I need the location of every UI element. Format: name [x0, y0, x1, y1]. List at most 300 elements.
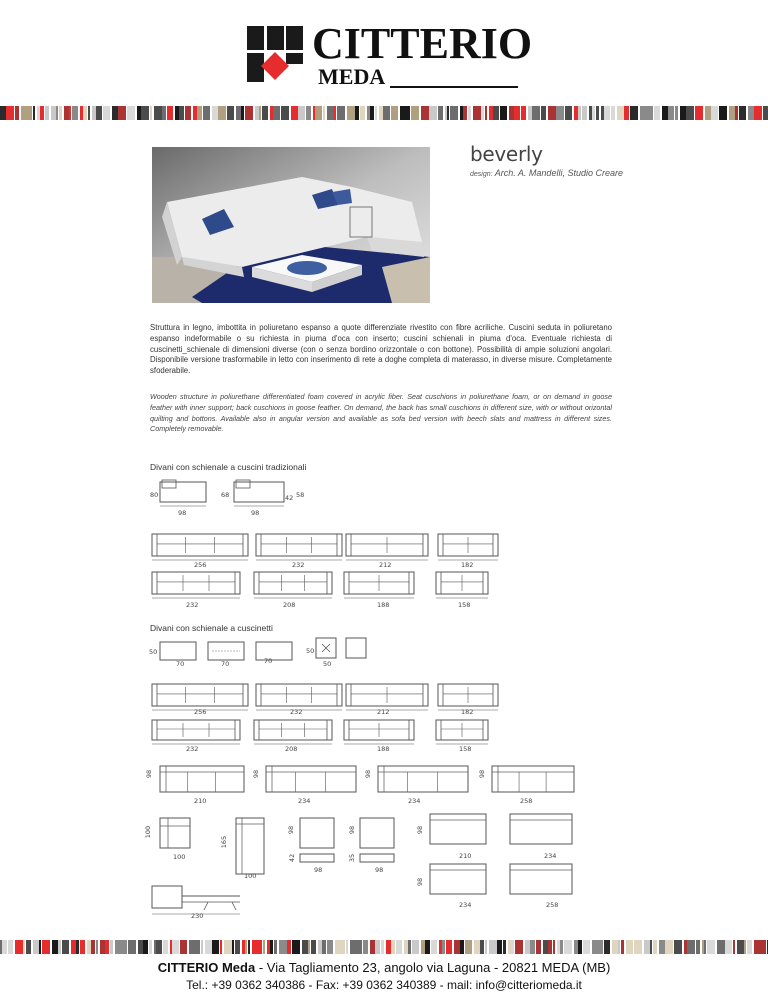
stripe-segment [412, 940, 419, 954]
stripe-segment [515, 940, 523, 954]
stripe-segment [604, 106, 610, 120]
stripe-segment [704, 940, 706, 954]
stripe-segment [445, 106, 447, 120]
stripe-segment [644, 940, 650, 954]
stripe-segment [592, 940, 600, 954]
dim-label: 165 [220, 835, 229, 849]
dim-label: 50 [306, 647, 315, 655]
stripe-segment [72, 106, 78, 120]
designer-name: Arch. A. Mandelli, Studio Creare [494, 168, 623, 178]
stripe-segment [308, 940, 310, 954]
stripe-segment [346, 940, 348, 954]
stripe-segment [480, 940, 484, 954]
stripe-segment [241, 106, 244, 120]
section-title-cushions: Divani con schienale a cuscinetti [150, 623, 273, 633]
stripe-segment [232, 940, 234, 954]
dim-label: 98 [348, 825, 357, 835]
stripe-segment [201, 940, 203, 954]
stripe-segment [360, 106, 365, 120]
stripe-segment [110, 940, 113, 954]
stripe-segment [404, 940, 408, 954]
stripe-segment [150, 106, 152, 120]
stripe-segment [80, 106, 83, 120]
dim-label: 50 [323, 660, 332, 668]
stripe-segment [511, 940, 514, 954]
stripe-segment [33, 940, 39, 954]
dim-label: 98 [252, 769, 261, 779]
dim-label: 42 [288, 853, 297, 863]
stripe-segment [404, 106, 410, 120]
stripe-segment [363, 940, 368, 954]
corner-piece-drawing [160, 818, 190, 848]
corner-sofa-drawing [378, 766, 468, 792]
stripe-segment [744, 940, 746, 954]
dim-label: 188 [377, 745, 390, 753]
stripe-segment [167, 106, 173, 120]
stripe-segment [322, 940, 326, 954]
stripe-segment [574, 940, 578, 954]
stripe-segment [421, 940, 425, 954]
brand-rule [390, 86, 518, 88]
stripe-segment [654, 106, 660, 120]
stripe-segment [548, 940, 552, 954]
stripe-segment [51, 106, 56, 120]
dim-label: 98 [416, 825, 425, 835]
stripe-segment [431, 940, 437, 954]
section-title-traditional: Divani con schienale a cuscini tradizionali [150, 462, 307, 472]
stripe-segment [267, 940, 270, 954]
stripe-segment [553, 940, 555, 954]
stripe-segment [40, 106, 44, 120]
stripe-segment [375, 940, 380, 954]
stripe-segment [335, 940, 342, 954]
product-title: beverly [470, 142, 543, 166]
sofa-cushion-drawings [148, 680, 508, 760]
corner-sofa-drawing [160, 766, 244, 792]
description-italian: Struttura in legno, imbottita in poliuretano espanso a quote differenziate rivestito con fibre acriliche. Cuscini seduta in poliuretano espanso indeformabile o su richiesta in piuma d'oca con inserto; cuscini schienali in piuma d'oca. Eventuale richiesta di cuscinetti_schienale di dimensioni diverse (con o senza bordino orizzontale o con bottone). Possibilità di ampie soluzioni angolari. Disponibile versione trasformabile in letto con inserimento di rete a doghe completa di materasso, in diverse misure. Completamente sfoderabile. [150, 323, 612, 376]
stripe-segment [737, 940, 744, 954]
stripe-segment [460, 940, 464, 954]
dim-label: 98 [314, 866, 323, 874]
stripe-segment [103, 106, 110, 120]
stripe-segment [15, 940, 23, 954]
dim-label: 68 [221, 491, 230, 499]
stripe-segment [118, 106, 126, 120]
stripe-segment [26, 940, 31, 954]
stripe-segment [112, 106, 118, 120]
stripe-segment [270, 940, 273, 954]
stripe-segment [629, 940, 633, 954]
stripe-segment [141, 106, 149, 120]
stripe-segment [224, 940, 232, 954]
stripe-segment [313, 106, 315, 120]
pouf-side-drawing [360, 854, 394, 862]
stripe-segment [668, 106, 674, 120]
stripe-segment [634, 940, 642, 954]
stripe-segment [96, 106, 102, 120]
stripe-segment [327, 940, 333, 954]
sofa-drawing [256, 534, 342, 560]
stripe-segment [465, 940, 472, 954]
dim-label: 230 [191, 912, 204, 920]
stripe-segment [100, 940, 105, 954]
dim-label: 212 [377, 708, 390, 716]
stripe-segment [396, 940, 402, 954]
sofa-drawing [152, 534, 248, 560]
footer-address-text: - Via Tagliamento 23, angolo via Laguna - 20821 MEDA (MB) [255, 960, 611, 975]
stripe-segment [298, 106, 305, 120]
dim-label: 208 [285, 745, 298, 753]
stripe-segment [58, 940, 61, 954]
footer-contacts: Tel.: +39 0362 340386 - Fax: +39 0362 340389 - mail: info@citteriomeda.it [186, 978, 582, 992]
stripe-segment [248, 940, 250, 954]
footer-company: CITTERIO Meda [157, 960, 256, 975]
stripe-segment [525, 940, 530, 954]
stripe-segment [489, 106, 493, 120]
stripe-segment [548, 106, 556, 120]
stripe-segment [509, 106, 514, 120]
stripe-segment [71, 940, 76, 954]
stripe-segment [254, 940, 262, 954]
stripe-segment [279, 940, 287, 954]
stripe-segment [69, 106, 71, 120]
dim-label: 212 [379, 561, 392, 569]
stripe-segment [127, 106, 135, 120]
stripe-segment [193, 106, 197, 120]
stripe-segment [281, 106, 289, 120]
stripe-segment [203, 106, 210, 120]
stripe-segment [536, 940, 541, 954]
dim-label: 232 [186, 601, 199, 609]
stripe-segment [347, 106, 355, 120]
stripe-segment [15, 106, 19, 120]
dim-label: 98 [364, 769, 373, 779]
stripe-segment [8, 940, 13, 954]
stripe-segment [468, 106, 471, 120]
stripe-segment [481, 106, 484, 120]
stripe-segment [37, 106, 40, 120]
dim-label: 234 [298, 797, 311, 805]
stripe-segment [302, 940, 308, 954]
stripe-segment [674, 940, 682, 954]
stripe-segment [425, 940, 430, 954]
stripe-segment [197, 106, 202, 120]
sofa-drawing [152, 572, 240, 598]
stripe-segment [725, 940, 732, 954]
stripe-segment [91, 940, 95, 954]
chaise-piece-drawing [236, 818, 264, 874]
stripe-segment [138, 940, 143, 954]
sofa-drawing [152, 684, 248, 710]
stripe-segment [493, 106, 499, 120]
stripe-segment [334, 106, 336, 120]
stripe-segment [274, 940, 277, 954]
dim-label: 208 [283, 601, 296, 609]
stripe-segment [370, 106, 374, 120]
stripe-segment [92, 106, 96, 120]
stripe-segment [530, 940, 535, 954]
dim-label: 210 [459, 852, 472, 860]
stripe-segment [172, 940, 179, 954]
stripe-segment [56, 106, 58, 120]
stripe-segment [192, 940, 200, 954]
stripe-segment [64, 106, 69, 120]
stripe-segment [311, 940, 316, 954]
stripe-segment [59, 106, 62, 120]
sofa-drawing [256, 684, 342, 710]
stripe-segment [315, 106, 322, 120]
stripe-segment [128, 940, 136, 954]
stripe-segment [327, 106, 334, 120]
stripe-segment [42, 940, 50, 954]
stripe-segment [684, 940, 687, 954]
stripe-segment [149, 940, 152, 954]
stripe-segment [739, 106, 746, 120]
stripe-segment [596, 106, 599, 120]
stripe-segment [220, 940, 222, 954]
stripe-segment [154, 106, 162, 120]
stripe-segment [578, 940, 582, 954]
sofa-drawing [152, 720, 240, 744]
stripe-segment [367, 106, 370, 120]
stripe-segment [306, 106, 311, 120]
stripe-segment [291, 106, 298, 120]
stripe-segment [212, 106, 218, 120]
stripe-segment [521, 106, 526, 120]
sofa-drawing [438, 684, 498, 710]
pouf-piece-drawing [300, 818, 334, 848]
stripe-segment [754, 940, 760, 954]
stripe-segment [589, 106, 592, 120]
stripe-segment [429, 106, 437, 120]
stripe-segment [179, 106, 184, 120]
top-decorative-stripe [0, 106, 768, 120]
stripe-segment [583, 940, 590, 954]
dim-label: 58 [296, 491, 305, 499]
dim-label: 256 [194, 561, 207, 569]
stripe-segment [711, 106, 718, 120]
dim-label: 98 [251, 509, 260, 517]
stripe-segment [675, 106, 678, 120]
designer-line [470, 168, 623, 178]
stripe-segment [592, 106, 595, 120]
stripe-segment [621, 940, 624, 954]
stripe-segment [80, 940, 85, 954]
stripe-segment [21, 106, 29, 120]
stripe-segment [245, 940, 247, 954]
stripe-segment [650, 940, 652, 954]
stripe-segment [528, 106, 532, 120]
stripe-segment [23, 940, 25, 954]
dim-label: 100 [173, 853, 186, 861]
stripe-segment [500, 106, 507, 120]
dim-label: 232 [290, 708, 303, 716]
dim-label: 70 [221, 660, 230, 668]
stripe-segment [442, 940, 445, 954]
stripe-segment [450, 106, 458, 120]
sofa-drawing [436, 572, 488, 598]
stripe-segment [375, 106, 377, 120]
stripe-segment [29, 106, 32, 120]
design-key: design: [470, 171, 493, 178]
stripe-segment [747, 940, 752, 954]
stripe-segment [532, 106, 540, 120]
stripe-segment [582, 106, 587, 120]
corner-sofa-drawing [266, 766, 356, 792]
stripe-segment [543, 940, 548, 954]
stripe-segment [473, 106, 481, 120]
stripe-segment [611, 106, 615, 120]
dim-label: 70 [176, 660, 185, 668]
stripe-segment [489, 940, 497, 954]
stripe-segment [662, 106, 668, 120]
stripe-segment [695, 106, 703, 120]
sofa-drawing [344, 572, 414, 598]
stripe-segment [115, 940, 121, 954]
stripe-segment [719, 106, 727, 120]
stripe-segment [318, 940, 322, 954]
stripe-segment [88, 106, 90, 120]
stripe-segment [439, 940, 442, 954]
citterio-logo-mark-icon [247, 26, 303, 82]
stripe-segment [408, 940, 411, 954]
stripe-segment [245, 106, 253, 120]
stripe-segment [460, 106, 463, 120]
stripe-segment [760, 940, 766, 954]
dim-label: 98 [287, 825, 296, 835]
stripe-segment [485, 106, 487, 120]
peninsula-piece-drawing [430, 864, 486, 894]
stripe-segment [273, 106, 280, 120]
stripe-segment [733, 940, 735, 954]
stripe-segment [565, 106, 572, 120]
stripe-segment [143, 940, 148, 954]
stripe-segment [235, 940, 240, 954]
stripe-segment [578, 106, 581, 120]
stripe-segment [252, 940, 254, 954]
stripe-segment [180, 940, 187, 954]
dim-label: 98 [178, 509, 187, 517]
stripe-segment [255, 106, 259, 120]
stripe-segment [33, 106, 35, 120]
stripe-segment [292, 940, 300, 954]
stripe-segment [705, 106, 711, 120]
dim-label: 98 [416, 877, 425, 887]
stripe-segment [735, 106, 738, 120]
stripe-segment [514, 106, 520, 120]
stripe-segment [564, 940, 572, 954]
peninsula-piece-drawing [510, 814, 572, 844]
dim-label: 188 [377, 601, 390, 609]
stripe-segment [618, 940, 620, 954]
stripe-segment [242, 940, 245, 954]
stripe-segment [105, 940, 109, 954]
dim-label: 234 [459, 901, 472, 909]
stripe-segment [626, 940, 629, 954]
stripe-segment [236, 106, 241, 120]
pouf-piece-drawing [360, 818, 394, 848]
stripe-segment [379, 106, 383, 120]
stripe-segment [497, 940, 502, 954]
pouf-side-drawing [300, 854, 334, 862]
dim-label: 158 [459, 745, 472, 753]
stripe-segment [62, 940, 69, 954]
dim-label: 182 [461, 561, 474, 569]
stripe-segment [121, 940, 127, 954]
stripe-segment [454, 940, 460, 954]
stripe-segment [185, 106, 191, 120]
stripe-segment [447, 106, 449, 120]
stripe-segment [45, 106, 49, 120]
stripe-segment [648, 106, 653, 120]
stripe-segment [604, 940, 610, 954]
stripe-segment [342, 940, 345, 954]
stripe-segment [446, 940, 452, 954]
dim-label: 98 [375, 866, 384, 874]
stripe-segment [508, 940, 511, 954]
footer-address [0, 960, 768, 975]
dim-label: 258 [520, 797, 533, 805]
stripe-segment [163, 940, 168, 954]
stripe-segment [205, 940, 212, 954]
dim-label: 158 [458, 601, 471, 609]
stripe-segment [421, 106, 429, 120]
stripe-segment [287, 940, 291, 954]
dim-label: 98 [478, 769, 487, 779]
stripe-segment [640, 106, 648, 120]
dim-label: 70 [264, 657, 273, 665]
stripe-segment [653, 940, 657, 954]
stripe-segment [0, 940, 2, 954]
sofa-drawing [436, 720, 488, 744]
stripe-segment [87, 940, 91, 954]
stripe-segment [386, 940, 391, 954]
stripe-segment [259, 106, 261, 120]
dim-label: 234 [408, 797, 421, 805]
product-photo [152, 147, 430, 303]
stripe-segment [323, 106, 325, 120]
stripe-segment [485, 940, 487, 954]
stripe-segment [227, 106, 234, 120]
stripe-segment [665, 940, 673, 954]
stripe-segment [503, 940, 506, 954]
stripe-segment [600, 940, 603, 954]
stripe-segment [438, 106, 443, 120]
stripe-segment [170, 940, 172, 954]
brand-name: CITTERIO [312, 19, 533, 68]
stripe-segment [630, 106, 638, 120]
stripe-segment [763, 106, 768, 120]
stripe-segment [729, 106, 735, 120]
stripe-segment [560, 940, 563, 954]
stripe-segment [370, 940, 375, 954]
stripe-segment [748, 106, 754, 120]
bottom-decorative-stripe [0, 940, 768, 954]
stripe-segment [659, 940, 665, 954]
stripe-segment [383, 106, 390, 120]
stripe-segment [556, 106, 564, 120]
brand-sub: MEDA [318, 64, 386, 89]
sofa-drawing [346, 684, 428, 710]
stripe-segment [0, 106, 6, 120]
stripe-segment [400, 106, 404, 120]
stripe-segment [270, 106, 273, 120]
dim-label: 98 [145, 769, 154, 779]
sofa-drawing [346, 534, 428, 560]
stripe-segment [83, 106, 87, 120]
stripe-segment [680, 106, 686, 120]
stripe-segment [156, 940, 162, 954]
